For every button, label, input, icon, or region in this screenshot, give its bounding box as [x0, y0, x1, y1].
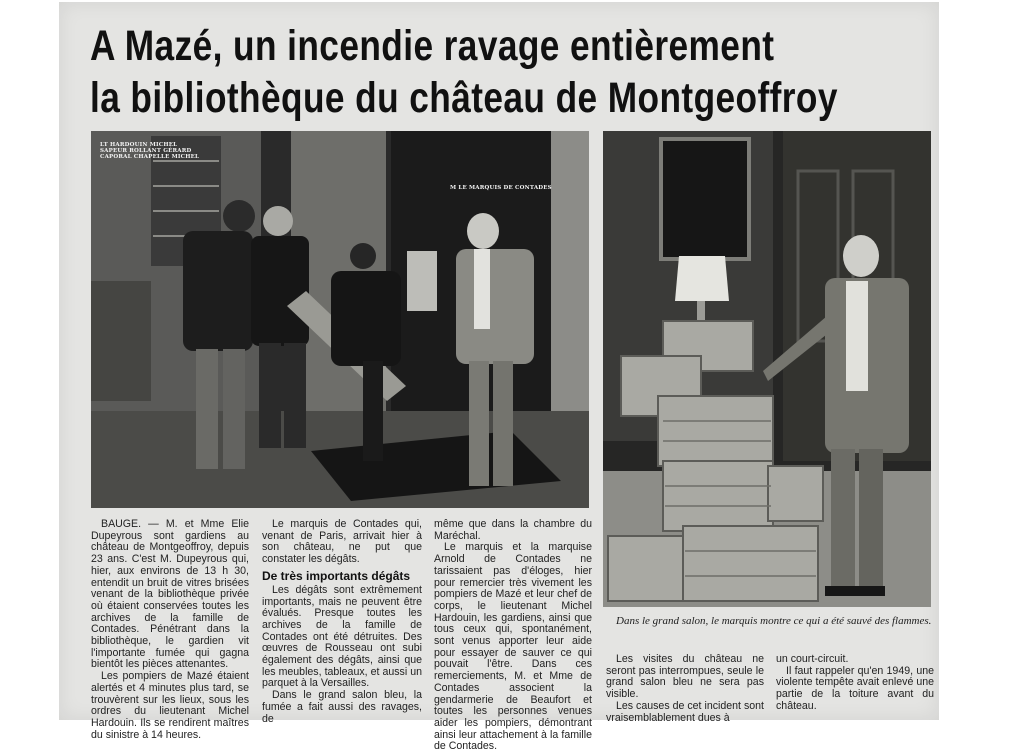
paragraph: Il faut rappeler qu'en 1949, une violente tempête avait enlevé une partie de la toiture avant du château.: [776, 664, 934, 712]
paragraph: BAUGE. — M. et Mme Elie Dupeyrous sont gardiens au château de Montgeoffroy, depuis 23 ans. C'est M. Dupeyrous qui, hier, aux environs de 13 h 30, entendit un bruit de vitres brisées venant de la bibliothèque privée où étaient conservées toutes les archives de la famille de Contades. Pénétrant dans la bibliothèque, le gardien vit l'importante fumée qui gagna bientôt les pièces attenantes.: [91, 518, 249, 671]
article-column-4: [606, 654, 764, 724]
headline-line-1: A Mazé, un incendie ravage entièrement: [90, 22, 775, 70]
paragraph: Les pompiers de Mazé étaient alertés et 4 minutes plus tard, se trouvèrent sur les lieux, sous les ordres du lieutenant Michel Hardouin. Ils se rendirent maîtres du sinistre à 14 heures.: [91, 670, 249, 741]
photo-grand-salon: [603, 131, 931, 607]
photo-credit-firemen: LT HARDOUIN MICHEL SAPEUR ROLLANT GÉRARD CAPORAL CHAPELLE MICHEL: [100, 142, 200, 160]
paragraph: Les visites du château ne seront pas interrompues, seule le grand salon bleu ne sera pas visible.: [606, 653, 764, 701]
article-column-3: [434, 519, 592, 753]
photo-credit-marquis: M LE MARQUIS DE CONTADES: [450, 185, 552, 191]
article-column-2: [262, 519, 422, 725]
paragraph: Le marquis de Contades qui, venant de Paris, arrivait hier à son château, ne put que constater les dégâts.: [262, 518, 422, 566]
article-column-5: [776, 654, 934, 713]
paragraph: Le marquis et la marquise Arnold de Contades ne tarissaient pas d'éloges, hier pour remercier très vivement les pompiers de Mazé et leur chef de corps, le lieutenant Michel Hardouin, les gardiens, ainsi que tous ceux qui, spontanément, sont venus apporter leur aide pour essayer de sauver ce qui pouvait l'être. Dans ces remerciements, M. et Mme de Contades associent la gendarmerie de Beaufort et toutes les personnes venues aider les pompiers, démontrant ainsi leur attachement à la famille de Contades.: [434, 541, 592, 753]
headline-line-2: la bibliothèque du château de Montgeoffroy: [90, 74, 838, 122]
subheading: De très importants dégâts: [262, 568, 411, 583]
photo-caption: Dans le grand salon, le marquis montre ce qui a été sauvé des flammes.: [616, 615, 932, 627]
paragraph: même que dans la chambre du Maréchal.: [434, 518, 592, 542]
paragraph: Les dégâts sont extrêmement importants, mais ne peuvent être évalués. Presque toutes les archives de la famille de Contades ont été détruites. Des œuvres de Rousseau ont subi également des dégâts, ainsi que les meubles, tableaux, et aussi un parquet à la Versailles.: [262, 583, 422, 690]
paragraph: Les causes de cet incident sont vraisemblablement dues à: [606, 699, 764, 724]
paragraph: un court-circuit.: [776, 653, 849, 665]
paragraph: Dans le grand salon bleu, la fumée a fait aussi des ravages, de: [262, 689, 422, 725]
article-column-1: [91, 519, 249, 741]
